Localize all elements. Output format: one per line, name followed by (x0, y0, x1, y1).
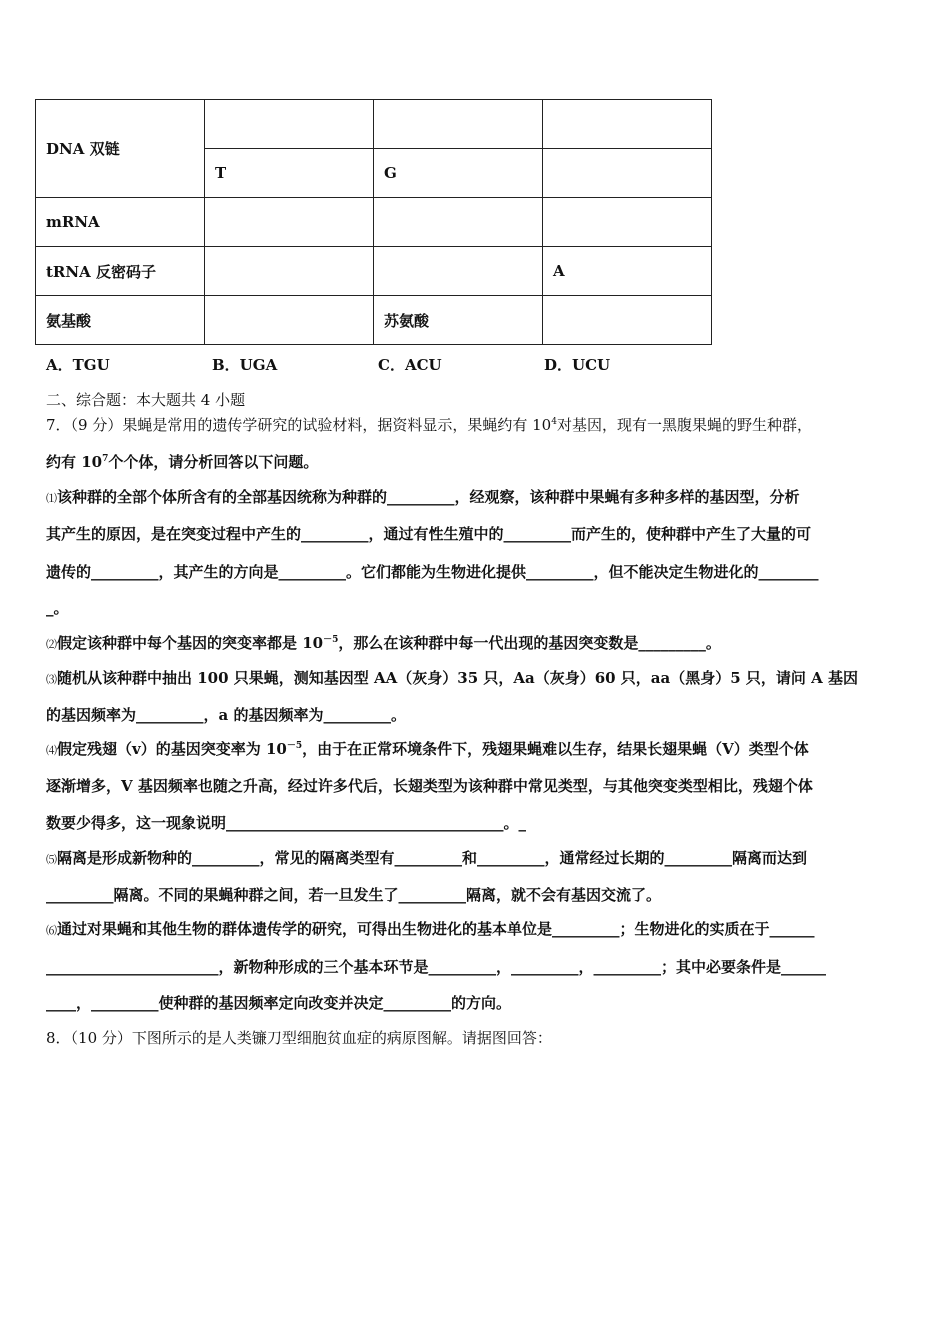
q7-part4-line2: 逐渐增多，V 基因频率也随之升高，经过许多代后，长翅类型为该种群中常见类型，与其他突变类型相比，残翅个体 (46, 777, 813, 795)
table-cell: G (374, 149, 543, 198)
q7-line2-a: 约有 10 (46, 453, 103, 471)
table-row (36, 100, 712, 149)
part-marker: ⑷ (46, 744, 57, 757)
q7-p2-a: 假定该种群中每个基因的突变率都是 10 (57, 634, 324, 652)
q7-line2-b: 个个体，请分析回答以下问题。 (108, 453, 319, 471)
table-row (36, 296, 712, 345)
table-cell: mRNA (36, 198, 205, 247)
table-cell (543, 100, 712, 149)
question-8-heading: 8．（10 分）下图所示的是人类镰刀型细胞贫血症的病原图解。请据图回答： (46, 1029, 552, 1047)
q7-part4-line3: 数要少得多，这一现象说明_____________________________________。_ (46, 814, 527, 832)
q7-part1-line1 (46, 486, 800, 507)
q7-part1-line2: 其产生的原因，是在突变过程中产生的_________，通过有性生殖中的_________而产生的，使种群中产生了大量的可 (46, 525, 812, 543)
table-cell (205, 247, 374, 296)
q7-part6-line3: ____，_________使种群的基因频率定向改变并决定_________的方向。 (46, 994, 512, 1012)
table-cell (205, 100, 374, 149)
table-cell (543, 149, 712, 198)
table-cell: tRNA 反密码子 (36, 247, 205, 296)
option-b: B．UGA (212, 356, 278, 374)
table-cell: A (543, 247, 712, 296)
q7-part6-line2: _______________________，新物种形成的三个基本环节是_________，_________，_________；其中必要条件是______ (46, 958, 827, 976)
answer-options (46, 354, 710, 375)
table-cell (205, 198, 374, 247)
q7-part5-line2: _________隔离。不同的果蝇种群之间，若一旦发生了_________隔离，就不会有基因交流了。 (46, 886, 662, 904)
table-cell: T (205, 149, 374, 198)
q7-part5-line1 (46, 847, 807, 868)
table-cell (374, 247, 543, 296)
q7-p4-b: ，由于在正常环境条件下，残翅果蝇难以生存，结果长翅果蝇（V）类型个体 (302, 740, 809, 758)
table-row (36, 198, 712, 247)
q7-line2-exponent: 7 (102, 454, 109, 464)
q7-p1-text: 该种群的全部个体所含有的全部基因统称为种群的_________，经观察，该种群中果蝇有多种多样的基因型，分析 (57, 488, 800, 506)
table-cell (374, 100, 543, 149)
q7-part4-line1 (46, 738, 809, 759)
table-cell: 苏氨酸 (374, 296, 543, 345)
table-cell: 氨基酸 (36, 296, 205, 345)
table-cell (543, 296, 712, 345)
q7-part3-line1 (46, 667, 858, 688)
q7-head: 7．（9 分）果蝇是常用的遗传学研究的试验材料，据资料显示，果蝇约有 10 (46, 416, 552, 434)
question-7-line (46, 451, 318, 472)
q7-part1-line4: _。 (46, 599, 69, 617)
question-7-heading (46, 414, 812, 435)
q7-part1-line3: 遗传的_________，其产生的方向是_________。它们都能为生物进化提供_________，但不能决定生物进化的________ (46, 563, 819, 581)
q7-p4-exponent: －5 (286, 741, 303, 751)
table-cell (205, 296, 374, 345)
q7-p4-a: 假定残翅（v）的基因突变率为 10 (57, 740, 287, 758)
part-marker: ⑹ (46, 924, 57, 937)
table-cell (543, 198, 712, 247)
q7-p6-text: 通过对果蝇和其他生物的群体遗传学的研究，可得出生物进化的基本单位是_________；生物进化的实质在于______ (57, 920, 815, 938)
part-marker: ⑴ (46, 492, 57, 505)
q7-part6-line1 (46, 918, 815, 939)
part-marker: ⑵ (46, 638, 57, 651)
q7-p2-b: ，那么在该种群中每一代出现的基因突变数是_________。 (338, 634, 721, 652)
table-cell: DNA 双链 (36, 100, 205, 198)
q7-head-exponent: 4 (551, 417, 557, 427)
option-d: D．UCU (544, 356, 611, 374)
part-marker: ⑸ (46, 853, 57, 866)
table-row (36, 247, 712, 296)
option-a: A．TGU (46, 356, 110, 374)
table-cell (374, 198, 543, 247)
section-heading: 二、综合题：本大题共 4 小题 (46, 391, 246, 409)
codon-table (35, 99, 712, 345)
q7-p2-exponent: －5 (323, 635, 339, 645)
q7-head-tail: 对基因，现有一黑腹果蝇的野生种群， (556, 416, 812, 434)
part-marker: ⑶ (46, 673, 57, 686)
q7-p5-text: 隔离是形成新物种的_________，常见的隔离类型有_________和_________，通常经过长期的_________隔离而达到 (57, 849, 808, 867)
option-c: C．ACU (378, 356, 442, 374)
q7-part3-line2: 的基因频率为_________，a 的基因频率为_________。 (46, 706, 406, 724)
q7-p3-text: 随机从该种群中抽出 100 只果蝇，测知基因型 AA（灰身）35 只，Aa（灰身）60 只，aa（黑身）5 只，请问 A 基因 (57, 669, 858, 687)
q7-part2 (46, 632, 721, 653)
